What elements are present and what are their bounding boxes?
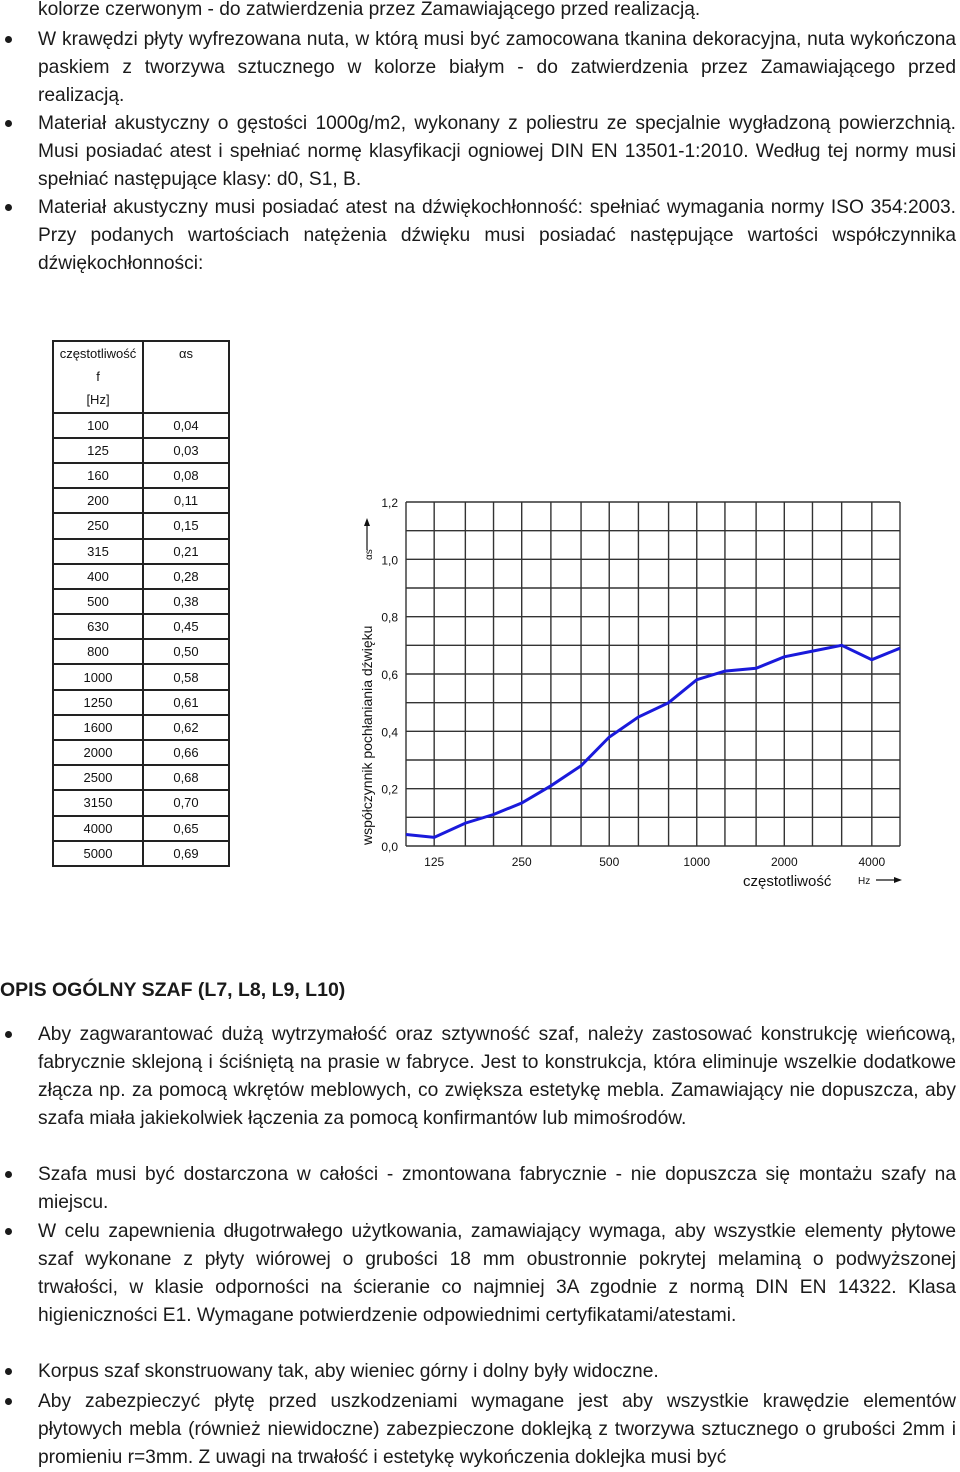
frequency-cell: 2500 [53, 765, 143, 790]
bullet-text: Materiał akustyczny o gęstości 1000g/m2, wykonany z poliestru ze specjalnie wygładzoną powierzchnią. Musi posiadać atest i spełniać normę klasyfikacji ogniowej DIN EN 13501-1:2010. Według tej normy musi spełniać następujące klasy: d0, S1, B. [38, 113, 956, 190]
absorption-chart [340, 480, 920, 900]
table-header-unit: [Hz] [53, 388, 143, 412]
alpha-cell: 0,69 [143, 841, 229, 866]
table-row [53, 740, 229, 765]
frequency-cell: 100 [53, 413, 143, 438]
alpha-cell: 0,61 [143, 690, 229, 715]
frequency-cell: 250 [53, 513, 143, 538]
table-row [53, 614, 229, 639]
alpha-cell: 0,50 [143, 639, 229, 664]
table-row [53, 413, 229, 438]
bullet-text: Materiał akustyczny musi posiadać atest na dźwiękochłonność: spełniać wymagania normy ISO 354:2003. Przy podanych wartościach natężenia dźwięku musi posiadać następujące wartości współczynnika dźwiękochłonności: [38, 197, 956, 274]
chart-grid [406, 502, 900, 846]
table-row [53, 539, 229, 564]
y-axis-symbol: αs [364, 549, 375, 560]
table-row [53, 438, 229, 463]
alpha-cell: 0,68 [143, 765, 229, 790]
table-row [53, 664, 229, 689]
table-row [53, 488, 229, 513]
bullet-text: W krawędzi płyty wyfrezowana nuta, w którą musi być zamocowana tkanina dekoracyjna, nuta wykończona paskiem z tworzywa sztucznego w kolorze białym - do zatwierdzenia przez Zamawiającego przed realizacją. [38, 29, 956, 106]
alpha-cell: 0,38 [143, 589, 229, 614]
frequency-cell: 4000 [53, 816, 143, 841]
bullet-text: Aby zabezpieczyć płytę przed uszkodzeniami wymagane jest aby wszystkie krawędzie elementów płytowych mebla (również niewidoczne) zabezpieczone doklejką z tworzywa sztucznego o grubości 2mm i promieniu r=3mm. Z uwagi na trwałość i estetykę wykończenia doklejka musi być [38, 1391, 956, 1468]
frequency-cell: 1250 [53, 690, 143, 715]
alpha-cell: 0,15 [143, 513, 229, 538]
y-tick-label: 0,2 [381, 782, 398, 797]
alpha-cell: 0,65 [143, 816, 229, 841]
alpha-cell: 0,62 [143, 715, 229, 740]
bullet-item [38, 110, 956, 194]
table-row [53, 816, 229, 841]
table-row [53, 690, 229, 715]
bullet-item [38, 26, 956, 110]
alpha-cell: 0,70 [143, 790, 229, 815]
bullet-item [38, 1161, 956, 1217]
section-heading: OPIS OGÓLNY SZAF (L7, L8, L9, L10) [0, 979, 346, 1001]
absorption-table [52, 340, 230, 870]
y-tick-label: 0,8 [381, 610, 398, 625]
alpha-cell: 0,58 [143, 664, 229, 689]
table-header-f: f [53, 365, 143, 388]
table-row [53, 564, 229, 589]
table-row [53, 463, 229, 488]
x-tick-label: 500 [599, 855, 620, 869]
x-tick-label: 2000 [770, 855, 798, 869]
frequency-cell: 500 [53, 589, 143, 614]
frequency-cell: 630 [53, 614, 143, 639]
y-tick-label: 0,6 [381, 668, 398, 682]
alpha-cell: 0,03 [143, 438, 229, 463]
frequency-cell: 3150 [53, 790, 143, 815]
y-tick-label: 1,0 [381, 553, 398, 568]
bullet-item [38, 1021, 956, 1133]
bullet-item [38, 1388, 956, 1472]
frequency-cell: 315 [53, 539, 143, 564]
table-row [53, 513, 229, 538]
x-tick-label: 1000 [683, 855, 711, 869]
frequency-cell: 1000 [53, 664, 143, 689]
x-axis-ticks [424, 855, 885, 869]
table-row [53, 765, 229, 790]
y-axis-label: współczynnik pochłaniania dźwięku [359, 625, 375, 845]
y-tick-label: 0,0 [381, 840, 398, 854]
bullet-text: Korpus szaf skonstruowany tak, aby wieniec górny i dolny były widoczne. [38, 1361, 659, 1382]
table-row [53, 841, 229, 866]
alpha-cell: 0,11 [143, 488, 229, 513]
table-row [53, 790, 229, 815]
table-row [53, 589, 229, 614]
x-tick-label: 125 [424, 855, 445, 869]
table-row [53, 715, 229, 740]
alpha-cell: 0,28 [143, 564, 229, 589]
y-tick-label: 1,2 [381, 496, 398, 510]
y-tick-label: 0,4 [381, 725, 398, 740]
bullet-item [38, 1358, 956, 1386]
frequency-cell: 1600 [53, 715, 143, 740]
frequency-cell: 2000 [53, 740, 143, 765]
alpha-cell: 0,08 [143, 463, 229, 488]
bullet-item [38, 194, 956, 278]
y-axis-ticks [381, 496, 398, 854]
frequency-cell: 125 [53, 438, 143, 463]
alpha-cell: 0,21 [143, 539, 229, 564]
frequency-cell: 160 [53, 463, 143, 488]
x-tick-label: 250 [511, 855, 532, 869]
x-arrow-head-icon [894, 877, 902, 883]
table-row [53, 639, 229, 664]
intro-line: kolorze czerwonym - do zatwierdzenia przez Zamawiającego przed realizacją. [38, 0, 701, 20]
x-axis-unit: Hz [858, 876, 871, 887]
bullet-text: W celu zapewnienia długotrwałego użytkowania, zamawiający wymaga, aby wszystkie elementy płytowe szaf wykonane z płyty wiórowej o grubości 18 mm obustronnie pokrytej melaminą o podwyższonej trwałości, w klasie odporności na ścieranie co najmniej 3A zgodnie z normą DIN EN 14322. Klasa higieniczności E1. Wymagane potwierdzenie odpowiednimi certyfikatami/atestami. [38, 1221, 956, 1326]
x-axis-label: częstotliwość [743, 873, 832, 890]
bullet-text: Szafa musi być dostarczona w całości - zmontowana fabrycznie - nie dopuszcza się montażu szafy na miejscu. [38, 1164, 956, 1213]
bullet-item [38, 1218, 956, 1330]
table-header-frequency: częstotliwość [53, 341, 143, 365]
alpha-cell: 0,04 [143, 413, 229, 438]
y-arrow-head-icon [364, 518, 370, 526]
x-tick-label: 4000 [858, 855, 886, 869]
alpha-cell: 0,45 [143, 614, 229, 639]
bullet-text: Aby zagwarantować dużą wytrzymałość oraz sztywność szaf, należy zastosować konstrukcję wieńcową, fabrycznie sklejoną i ściśniętą na prasie w fabryce. Jest to konstrukcja, która eliminuje wszelkie dodatkowe złącza np. za pomocą wkrętów meblowych, co zwiększa estetykę mebla. Zamawiający nie dopuszcza, aby szafa miała jakiekolwiek łączenia za pomocą konfirmantów lub mimośrodów. [38, 1024, 956, 1129]
frequency-cell: 800 [53, 639, 143, 664]
alpha-cell: 0,66 [143, 740, 229, 765]
table-header-alpha: αs [143, 341, 229, 365]
frequency-cell: 400 [53, 564, 143, 589]
frequency-cell: 5000 [53, 841, 143, 866]
frequency-cell: 200 [53, 488, 143, 513]
